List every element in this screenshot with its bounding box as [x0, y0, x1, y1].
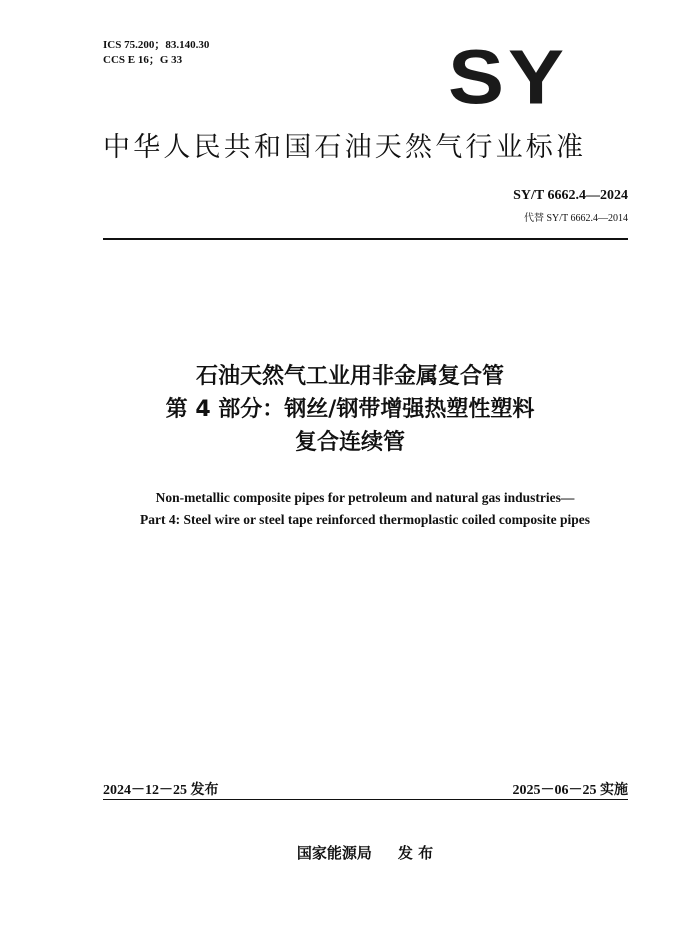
- ccs-code: CCS E 16；G 33: [103, 54, 183, 66]
- issue-date: 2024－12－25 发布: [103, 783, 219, 798]
- chinese-title: [0, 360, 700, 459]
- cn-title-line-3: 复合连续管: [294, 430, 405, 455]
- en-title-line-1: Non-metallic composite pipes for petroleum and natural gas industries—: [155, 490, 575, 505]
- issuer-action: 发 布: [397, 844, 434, 862]
- cn-title-line-1: 石油天然气工业用非金属复合管: [195, 364, 504, 389]
- issuer-line: [0, 842, 700, 863]
- issuer-name: 国家能源局: [296, 844, 372, 862]
- sy-logo: SY: [448, 33, 569, 121]
- cn-title-line-2: 第 4 部分：钢丝/钢带增强热塑性塑料: [165, 397, 535, 422]
- classification-codes: [103, 38, 209, 68]
- bottom-divider: [103, 799, 628, 800]
- implementation-date: 2025－06－25 实施: [512, 783, 628, 798]
- ics-code: ICS 75.200；83.140.30: [103, 39, 210, 51]
- standard-category: 中华人民共和国石油天然气行业标准: [103, 132, 587, 163]
- en-title-line-2: Part 4: Steel wire or steel tape reinforced thermoplastic coiled composite pipes: [139, 512, 591, 527]
- top-divider: [103, 238, 628, 240]
- standard-number: SY/T 6662.4—2024: [513, 188, 628, 203]
- replaces-note: 代替 SY/T 6662.4—2014: [524, 213, 628, 224]
- english-title: [0, 487, 700, 531]
